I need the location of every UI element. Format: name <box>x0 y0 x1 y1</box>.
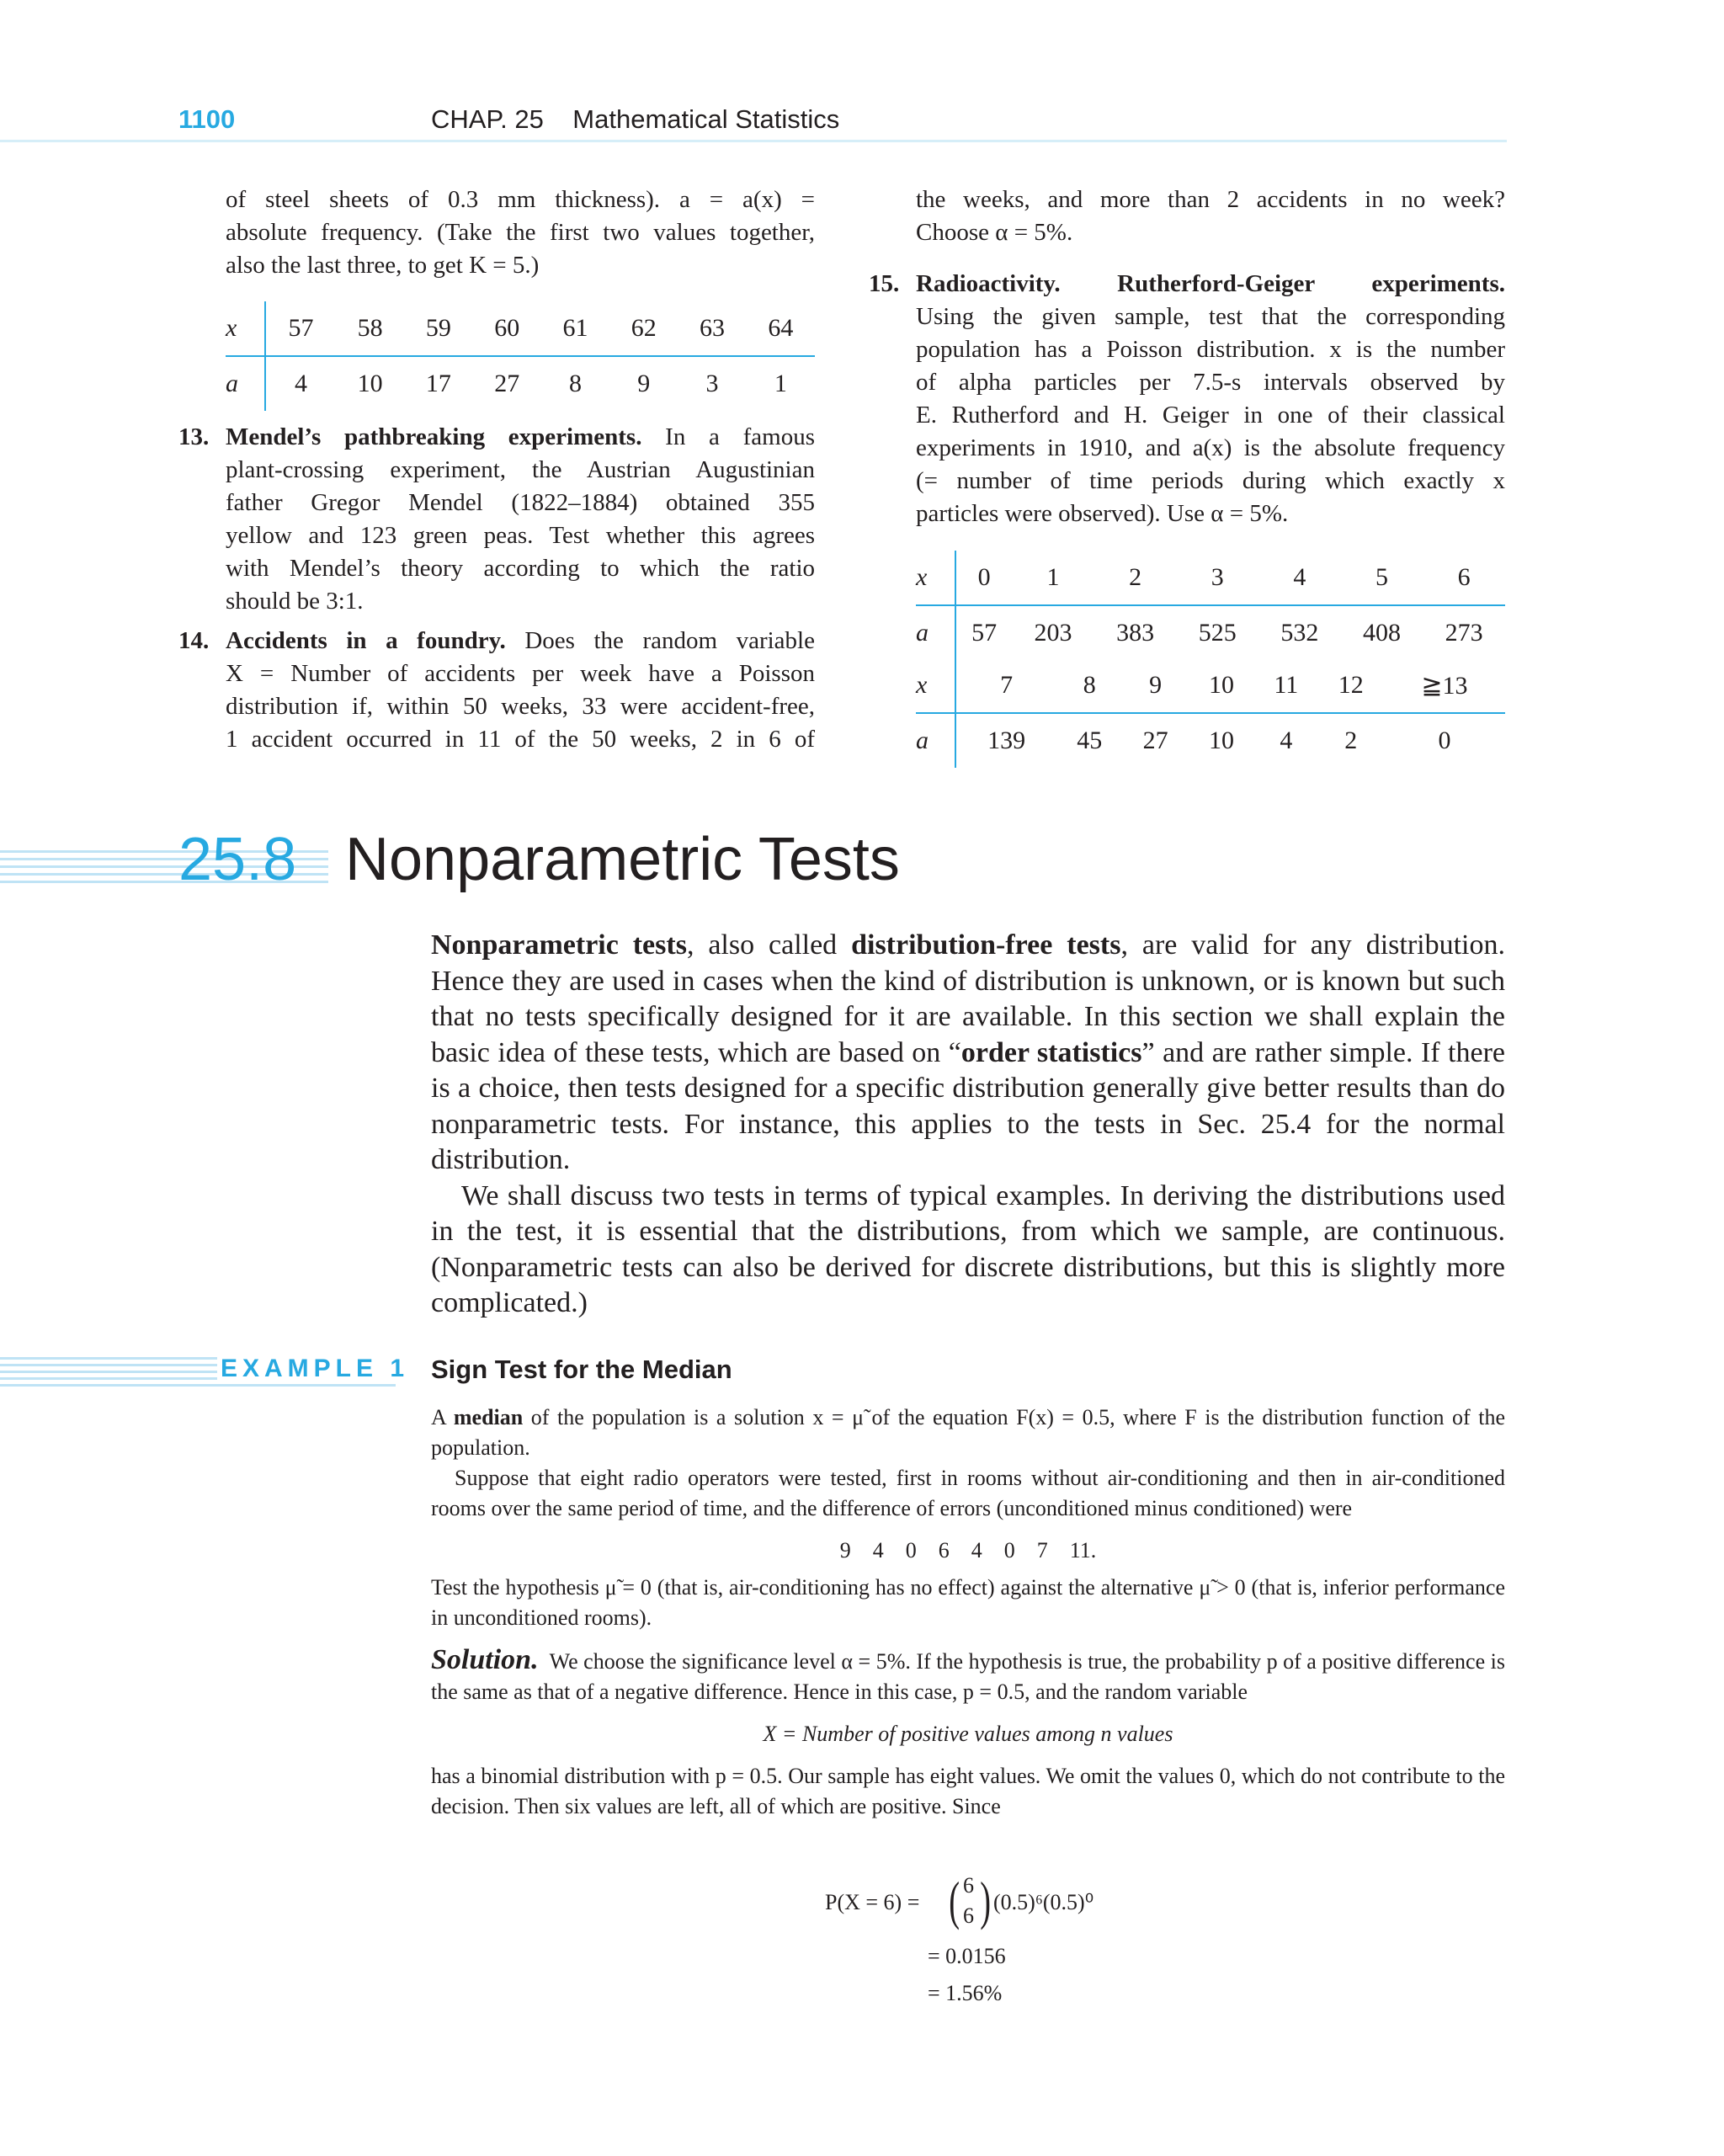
exercise-number: 13. <box>178 423 210 450</box>
random-variable-definition: X = Number of positive values among n values <box>763 1722 1173 1746</box>
table-cell: 525 <box>1198 619 1237 647</box>
table-cell: 9 <box>1122 658 1188 713</box>
data-values: 9 4 0 6 4 0 7 11. <box>839 1538 1097 1562</box>
table-cell: 27 <box>494 370 520 397</box>
table-cell: 9 <box>637 370 651 397</box>
table-cell: 45 <box>1077 727 1103 754</box>
section-title: Nonparametric Tests <box>345 826 900 893</box>
table-cell: 8 <box>1056 658 1122 713</box>
table-cell: 10 <box>1208 727 1234 754</box>
section-number: 25.8 <box>178 826 297 893</box>
frequency-table-left <box>226 301 815 411</box>
exercise-15 <box>869 268 1505 530</box>
paragraph-text: , are valid for any distribution. Hence they are used in cases when the kind of distribution is unknown, or is known but such that no tests specifically designed for it are available. In this section we shall explain the basic idea of these tests, which are based on “ <box>431 929 1505 1068</box>
example-paragraph: Suppose that eight radio operators were tested, first in rooms without air-conditioning and then in air-conditioned rooms over the same period of time, and the difference of errors (unconditioned minus conditioned) were <box>431 1466 1505 1520</box>
exercise-title: Mendel’s pathbreaking experiments. <box>226 423 642 450</box>
table-row-a <box>916 605 1505 660</box>
table-cell: 57 <box>265 301 336 356</box>
example-title: Sign Test for the Median <box>431 1355 732 1384</box>
exercise-text: yellow and 123 green peas. Test whether this agrees <box>226 522 815 549</box>
equation-rhs: (0.5)⁶(0.5)⁰ <box>993 1890 1094 1914</box>
exercise-text: E. Rutherford and H. Geiger in one of their classical <box>916 402 1505 429</box>
table-row-x <box>226 301 815 356</box>
table-cell: 408 <box>1362 619 1401 647</box>
frequency-table-right-1 <box>916 551 1505 660</box>
exercise-text: plant-crossing experiment, the Austrian Augustinian <box>226 456 815 483</box>
solution-paragraph <box>431 1645 1505 1707</box>
exercise-text: experiments in 1910, and a(x) is the absolute frequency <box>916 434 1505 461</box>
term-distribution-free-tests: distribution-free tests <box>851 929 1121 961</box>
table-cell: 5 <box>1341 551 1423 605</box>
table-cell: ≧13 <box>1384 658 1505 713</box>
table-cell: 10 <box>357 370 383 397</box>
running-head: CHAP. 25 Mathematical Statistics <box>431 104 840 134</box>
table-cell: 273 <box>1445 619 1483 647</box>
exercise-text: father Gregor Mendel (1822–1884) obtained 355 <box>226 489 815 516</box>
paragraph-text: , also called <box>686 929 852 961</box>
binomial-left-paren: ( <box>949 1871 960 1930</box>
term-nonparametric-tests: Nonparametric tests <box>431 929 687 961</box>
equation-line-2: = 0.0156 <box>928 1944 1006 1968</box>
table-row-x <box>916 551 1505 605</box>
table-cell: 4 <box>294 370 307 397</box>
table-cell: 139 <box>987 727 1026 754</box>
table-cell: 1 <box>1012 551 1094 605</box>
right-continuation <box>916 184 1505 249</box>
exercise-14 <box>178 625 815 756</box>
table-row-x <box>916 658 1505 713</box>
term-median: median <box>453 1405 524 1429</box>
exercise-title: Accidents in a foundry. <box>226 627 506 654</box>
binomial-bottom: 6 <box>963 1903 974 1928</box>
exercise-text: In a famous <box>665 423 815 450</box>
exercise-text: Does the random variable <box>524 627 815 654</box>
exercise-text: 1 accident occurred in 11 of the 50 weeks, 2 in 6 of <box>226 726 815 753</box>
table-cell: 12 <box>1318 658 1384 713</box>
table-cell: 61 <box>541 301 609 356</box>
table-cell: 27 <box>1142 727 1168 754</box>
frequency-table-right-2 <box>916 658 1505 768</box>
table-row-label: x <box>226 301 265 356</box>
equation-lhs: P(X = 6) = <box>825 1890 920 1914</box>
solution-label: Solution. <box>431 1644 539 1675</box>
table-cell: 7 <box>955 658 1056 713</box>
section-paragraph-2: We shall discuss two tests in terms of typical examples. In deriving the distributions used in the test, it is essential that the distributions, from which we sample, are continuous. (Nonparametric tests can also be derived for discrete distributions, but this is slightly more complicated.) <box>431 1179 1505 1318</box>
exercise-number: 15. <box>869 270 900 297</box>
table-row-label: a <box>916 605 955 660</box>
paragraph-text: We choose the significance level α = 5%. If the hypothesis is true, the probability p of a positive difference is the same as that of a negative difference. Hence in this case, p = 0.5, and the random variable <box>431 1649 1505 1704</box>
table-cell: 58 <box>336 301 404 356</box>
exercise-text: with Mendel’s theory according to which the ratio <box>226 555 815 582</box>
exercise-13 <box>178 421 815 618</box>
table-cell: 62 <box>609 301 678 356</box>
table-cell: 3 <box>705 370 719 397</box>
left-intro-line: of steel sheets of 0.3 mm thickness). a = a(x) = <box>226 186 815 213</box>
section-intro <box>431 928 1505 1322</box>
table-cell: 11 <box>1254 658 1317 713</box>
table-cell: 63 <box>678 301 746 356</box>
term-order-statistics: order statistics <box>960 1036 1142 1068</box>
table-cell: 6 <box>1423 551 1505 605</box>
table-cell: 60 <box>473 301 541 356</box>
left-intro-line: absolute frequency. (Take the first two values together, <box>226 219 815 246</box>
equation-line-3: = 1.56% <box>928 1981 1003 2005</box>
exercise-text: should be 3:1. <box>226 588 364 615</box>
binomial-right-paren: ) <box>980 1871 992 1930</box>
table-cell: 532 <box>1280 619 1319 647</box>
section-paragraph-1 <box>431 928 1505 1179</box>
exercise-text: of alpha particles per 7.5-s intervals observed by <box>916 369 1505 396</box>
example-paragraph: has a binomial distribution with p = 0.5. Our sample has eight values. We omit the values 0, which do not contribute to the decision. Then six values are left, all of which are positive. Since <box>431 1764 1505 1818</box>
table-cell: 383 <box>1116 619 1155 647</box>
table-row-label: x <box>916 658 955 713</box>
table-cell: 4 <box>1258 551 1341 605</box>
table-cell: 2 <box>1094 551 1177 605</box>
table-cell: 8 <box>568 370 582 397</box>
right-text: the weeks, and more than 2 accidents in no week? <box>916 186 1505 213</box>
binomial-top: 6 <box>963 1873 974 1898</box>
paragraph-text: ” and are rather simple. If there is a choice, then tests designed for a specific distribution generally give better results than do nonparametric tests. For instance, this applies to the tests in Sec. 25.4 for the normal distribution. <box>431 1036 1505 1175</box>
exercise-text: particles were observed). Use α = 5%. <box>916 500 1289 527</box>
left-intro-line: also the last three, to get K = 5.) <box>226 252 540 279</box>
table-cell: 0 <box>955 551 1012 605</box>
table-cell: 10 <box>1189 658 1254 713</box>
exercise-text: distribution if, within 50 weeks, 33 were accident-free, <box>226 693 815 720</box>
right-text: Choose α = 5%. <box>916 219 1073 246</box>
table-cell: 17 <box>425 370 451 397</box>
left-intro <box>226 184 815 282</box>
example-label: EXAMPLE 1 <box>217 1355 412 1383</box>
example-body <box>431 1403 1505 1822</box>
table-row-label: a <box>916 713 955 768</box>
table-cell: 1 <box>774 370 787 397</box>
exercise-title: Radioactivity. Rutherford-Geiger experiments. <box>916 270 1505 297</box>
page-number: 1100 <box>178 104 236 134</box>
example-paragraph: Test the hypothesis μ̃ = 0 (that is, air-conditioning has no effect) against the alternative μ̃ > 0 (that is, inferior performance in unconditioned rooms). <box>431 1575 1505 1630</box>
exercise-text: population has a Poisson distribution. x is the number <box>916 336 1505 363</box>
table-cell: 59 <box>404 301 472 356</box>
table-cell: 2 <box>1344 727 1358 754</box>
table-cell: 57 <box>971 619 998 647</box>
exercise-text: (= number of time periods during which exactly x <box>916 467 1505 494</box>
table-row-label: x <box>916 551 955 605</box>
paragraph-text: of the population is a solution x = μ̃ of the equation F(x) = 0.5, where F is the distribution function of the population. <box>431 1405 1505 1460</box>
table-row-a <box>916 713 1505 768</box>
exercise-text: Using the given sample, test that the corresponding <box>916 303 1505 330</box>
example-paragraph <box>431 1403 1505 1463</box>
paragraph-text: A <box>431 1405 454 1429</box>
exercise-number: 14. <box>178 627 210 654</box>
table-row-label: a <box>226 356 265 411</box>
probability-equation <box>825 1864 1246 2015</box>
table-cell: 203 <box>1034 619 1072 647</box>
exercise-text: X = Number of accidents per week have a Poisson <box>226 660 815 687</box>
table-cell: 4 <box>1280 727 1293 754</box>
table-row-a <box>226 356 815 411</box>
table-cell: 64 <box>747 301 815 356</box>
table-cell: 0 <box>1438 727 1451 754</box>
table-cell: 3 <box>1176 551 1258 605</box>
header-rule <box>0 140 1507 142</box>
